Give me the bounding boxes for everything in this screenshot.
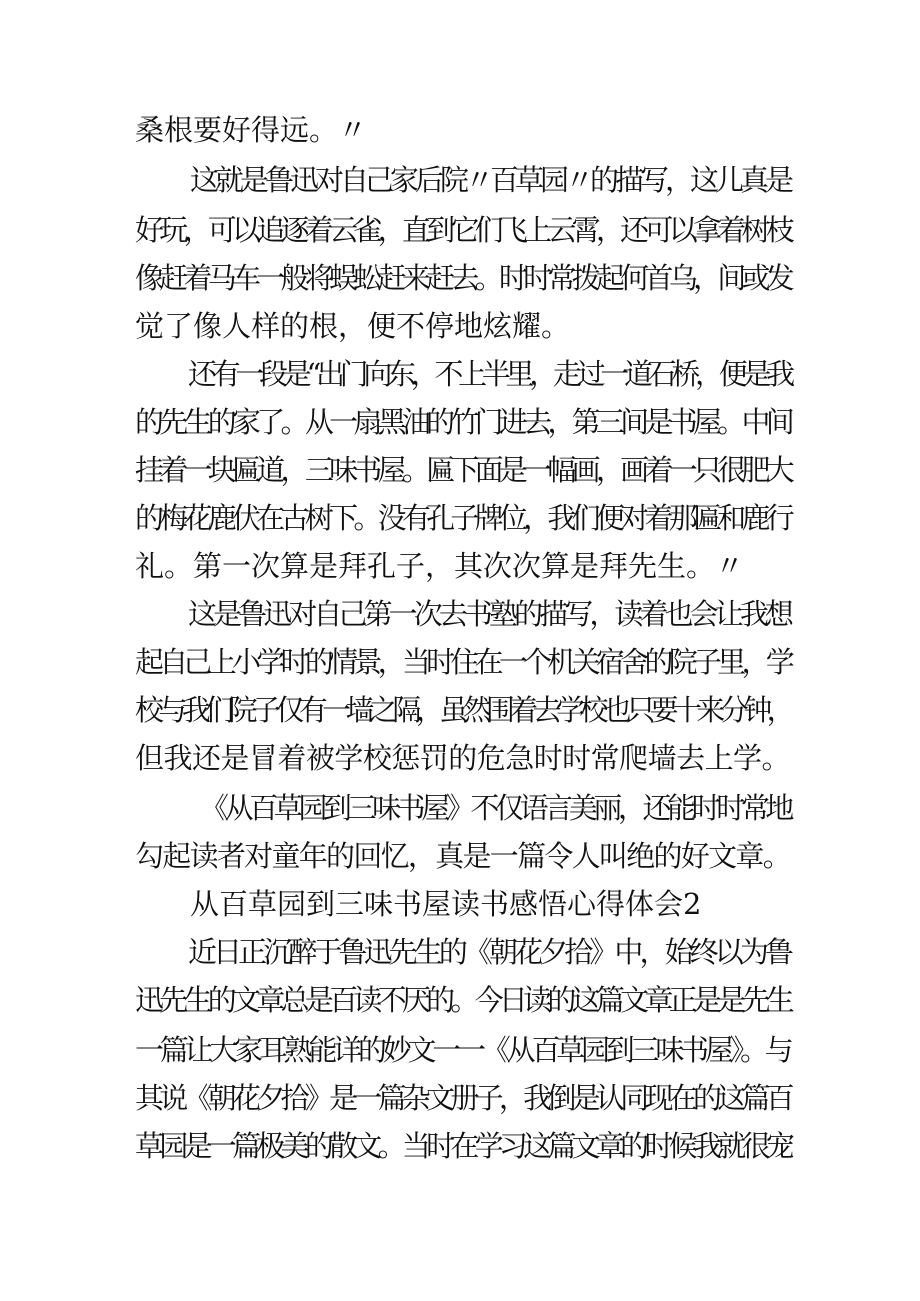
text-line: 但我还是冒着被学校惩罚的危急时时常爬墙去上学。 xyxy=(135,741,791,775)
text-line: 像赶着马车一般将蜈蚣赶来赶去。时时常拨起何首乌，间或发 xyxy=(135,261,791,295)
text-line: 校与我们院子仅有一墙之隔，虽然围着去学校也只要十来分钟， xyxy=(135,693,791,727)
text-line: 迅先生的文章总是百读不厌的。今日读的这篇文章正是是先生 xyxy=(135,983,791,1017)
text-line: 礼。第一次算是拜孔子，其次次算是拜先生。〃 xyxy=(135,549,745,583)
text-line: 觉了像人样的根，便不停地炫耀。 xyxy=(135,309,571,343)
text-line: 的梅花鹿伏在古树下。没有孔子牌位，我们便对着那匾和鹿行 xyxy=(135,501,791,535)
text-line: 这是鲁迅对自己第一次去书塾的描写，读着也会让我想 xyxy=(188,597,791,631)
text-line: 勾起读者对童年的回忆，真是一篇令人叫绝的好文章。 xyxy=(135,839,791,873)
text-line: 好玩，可以追逐着云雀，直到它们飞上云霄，还可以拿着树枝 xyxy=(135,213,791,247)
text-line: 近日正沉醉于鲁迅先生的《朝花夕拾》中，始终以为鲁 xyxy=(188,935,791,969)
section-heading: 从百草园到三味书屋读书感悟心得体会2 xyxy=(190,887,702,921)
text-line: 桑根要好得远。〃 xyxy=(135,113,368,147)
text-line: 草园是一篇极美的散文。当时在学习这篇文章的时候我就很宠 xyxy=(135,1129,791,1163)
text-line: 还有一段是“出门向东，不上半里，走过一道石桥，便是我 xyxy=(188,357,790,391)
text-line: 挂着一块匾道，三味书屋。匾下面是一幅画，画着一只很肥大 xyxy=(135,453,791,487)
text-line: 一篇让大家耳熟能详的妙文一一《从百草园到三味书屋》。与 xyxy=(135,1033,790,1067)
text-line: 其说《朝花夕拾》是一篇杂文册子，我倒是认同现在的这篇百 xyxy=(135,1081,791,1115)
text-line: 《从百草园到三味书屋》不仅语言美丽，还能时时常地 xyxy=(200,791,791,825)
text-line: 的先生的家了。从一扇黑油的竹门进去，第三间是书屋。中间 xyxy=(135,405,791,439)
text-line: 起自己上小学时的情景，当时住在一个机关宿舍的院子里，学 xyxy=(135,645,791,679)
text-line: 这就是鲁迅对自己家后院〃百草园〃的描写，这儿真是 xyxy=(190,163,791,197)
